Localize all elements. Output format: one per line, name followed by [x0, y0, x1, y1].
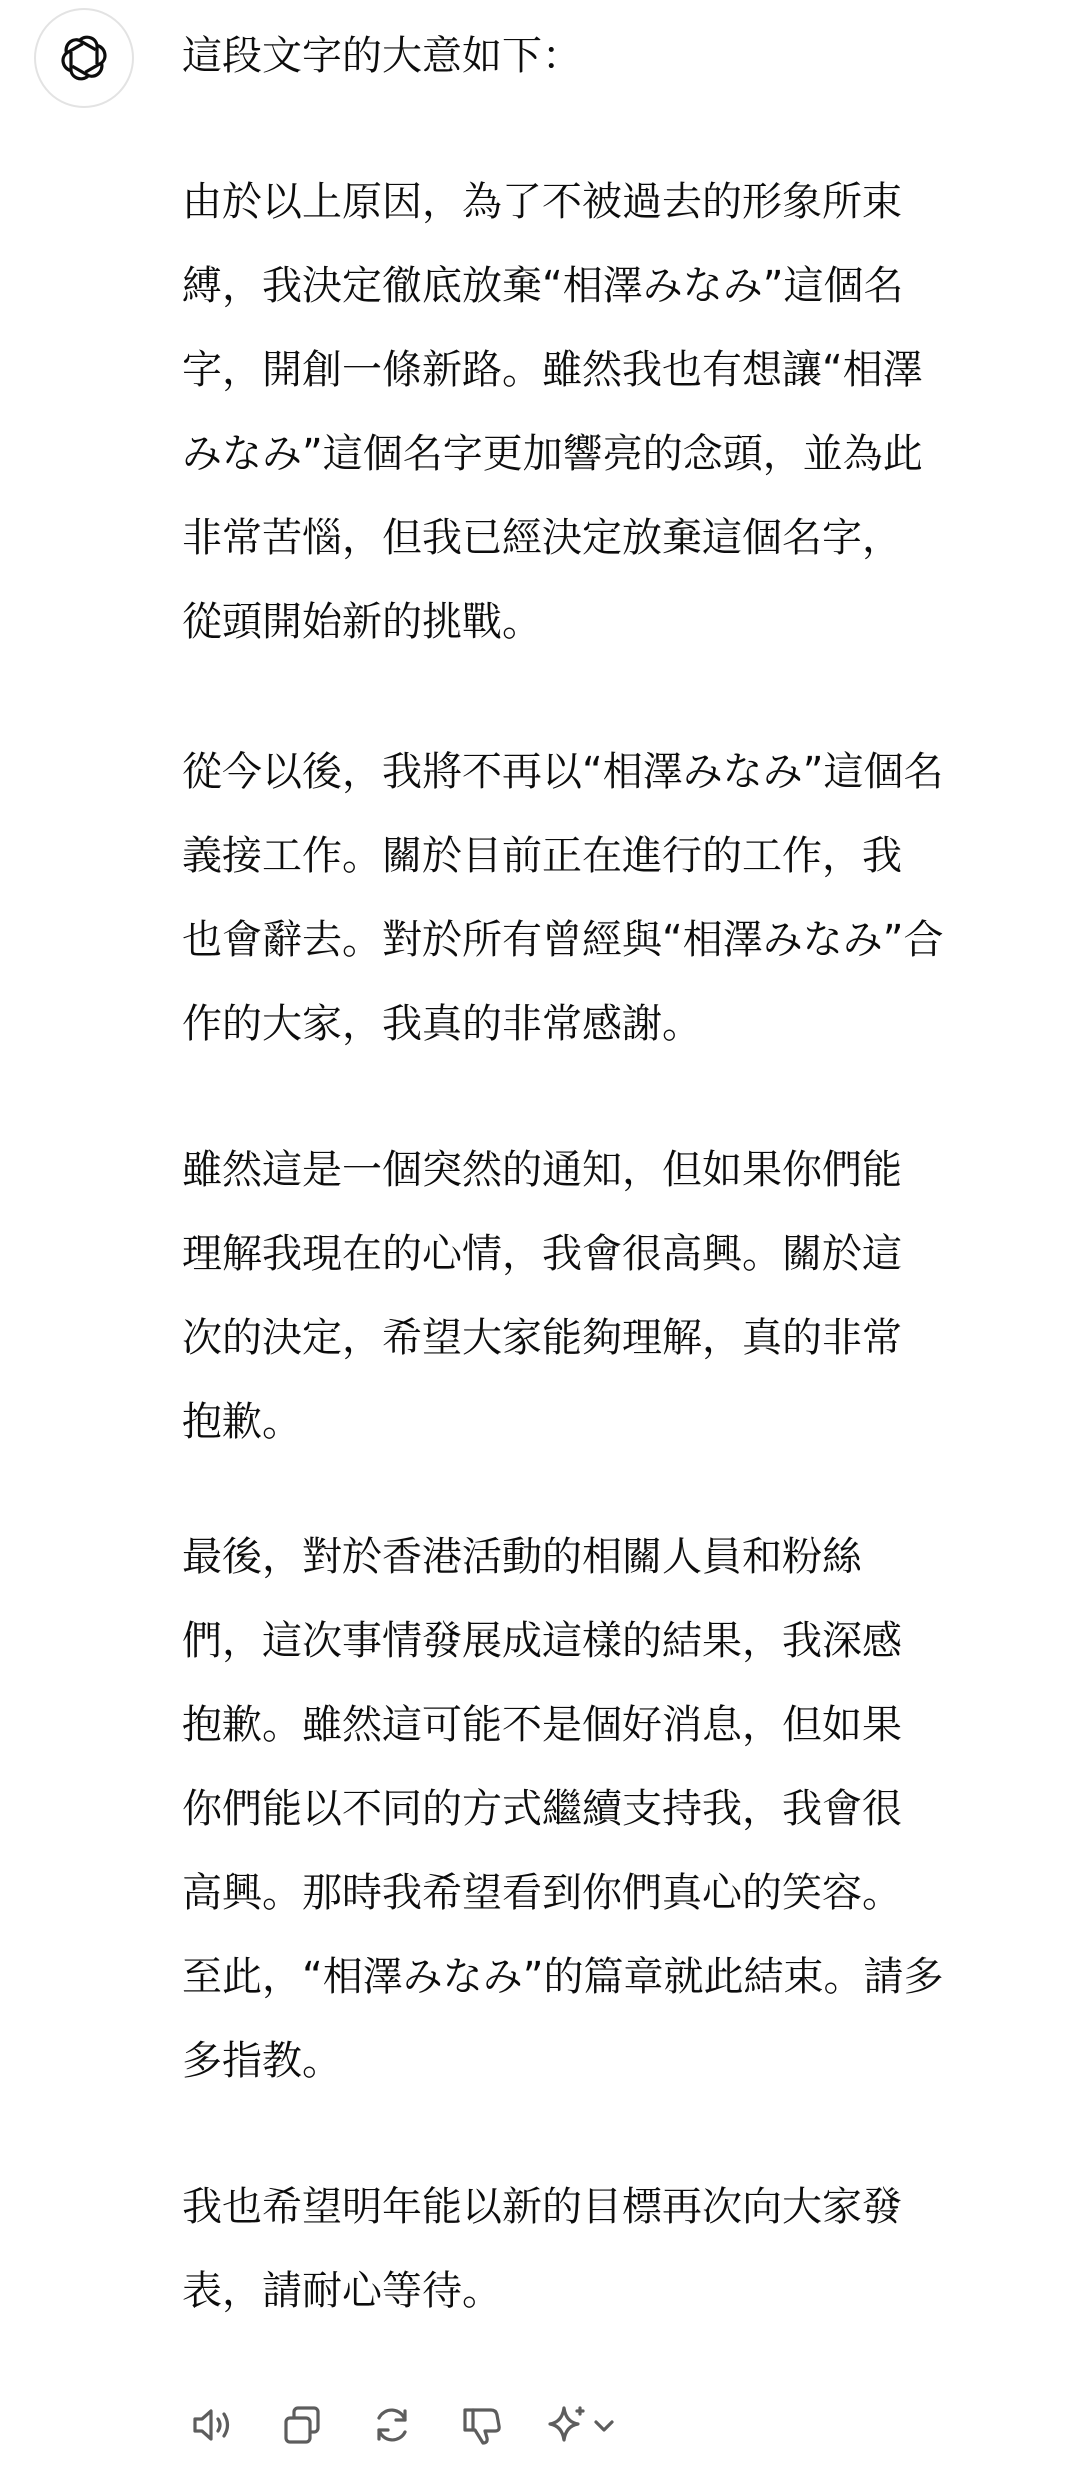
paragraph-3 [182, 1128, 1052, 1464]
paragraph-4 [182, 1515, 1052, 2103]
text-line: みなみ”這個名字更加響亮的念頭，並為此 [182, 431, 923, 477]
text-line: 多指教。 [182, 2038, 342, 2084]
bad-response-button[interactable] [452, 2395, 512, 2455]
message-intro: 這段文字的大意如下： [182, 33, 582, 79]
text-line: 抱歉。 [182, 1399, 302, 1445]
text-line: 由於以上原因，為了不被過去的形象所束 [182, 179, 902, 225]
text-line: 你們能以不同的方式繼續支持我，我會很 [182, 1786, 902, 1832]
text-line: 表，請耐心等待。 [182, 2268, 502, 2314]
text-line: 理解我現在的心情，我會很高興。關於這 [182, 1231, 902, 1277]
paragraph-1 [182, 160, 1052, 664]
speaker-icon [187, 2400, 237, 2450]
text-line: 義接工作。關於目前正在進行的工作，我 [182, 833, 902, 879]
regenerate-button[interactable] [362, 2395, 422, 2455]
text-line: 至此，“相澤みなみ”的篇章就此結束。請多 [182, 1954, 944, 2000]
regenerate-icon [367, 2400, 417, 2450]
assistant-avatar [34, 8, 134, 108]
text-line: 抱歉。雖然這可能不是個好消息，但如果 [182, 1702, 902, 1748]
read-aloud-button[interactable] [182, 2395, 242, 2455]
text-line: 也會辭去。對於所有曾經與“相澤みなみ”合 [182, 917, 944, 963]
text-line: 們，這次事情發展成這樣的結果，我深感 [182, 1618, 902, 1664]
text-line: 字，開創一條新路。雖然我也有想讓“相澤 [182, 347, 923, 393]
text-line: 作的大家，我真的非常感謝。 [182, 1001, 702, 1047]
text-line: 雖然這是一個突然的通知，但如果你們能 [182, 1147, 902, 1193]
text-line: 非常苦惱，但我已經決定放棄這個名字， [182, 515, 902, 561]
sparkle-model-icon [542, 2400, 638, 2450]
text-line: 從今以後，我將不再以“相澤みなみ”這個名 [182, 749, 944, 795]
text-line: 最後，對於香港活動的相關人員和粉絲 [182, 1534, 862, 1580]
paragraph-5 [182, 2165, 1052, 2333]
text-line: 縛，我決定徹底放棄“相澤みなみ”這個名 [182, 263, 904, 309]
text-line: 我也希望明年能以新的目標再次向大家發 [182, 2184, 902, 2230]
openai-logo-icon [56, 30, 112, 86]
paragraph-2 [182, 730, 1052, 1066]
copy-button[interactable] [272, 2395, 332, 2455]
text-line: 從頭開始新的挑戰。 [182, 599, 542, 645]
message-actions-bar [182, 2390, 638, 2460]
switch-model-button[interactable] [542, 2395, 638, 2455]
text-line: 次的決定，希望大家能夠理解，真的非常 [182, 1315, 902, 1361]
text-line: 高興。那時我希望看到你們真心的笑容。 [182, 1870, 902, 1916]
thumbs-down-icon [457, 2400, 507, 2450]
copy-icon [277, 2400, 327, 2450]
